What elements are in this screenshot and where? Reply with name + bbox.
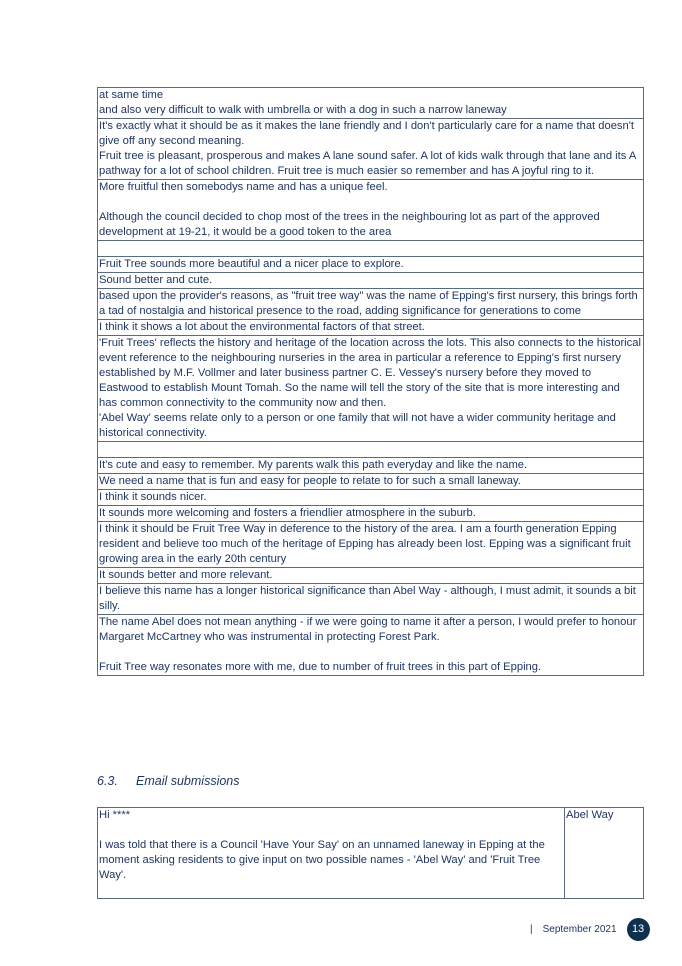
response-text: Fruit Tree sounds more beautiful and a nicer place to explore. bbox=[99, 258, 404, 270]
table-row bbox=[98, 522, 644, 568]
table-row bbox=[98, 615, 644, 676]
response-cell bbox=[98, 241, 644, 257]
response-cell bbox=[98, 442, 644, 458]
response-cell bbox=[98, 568, 644, 584]
response-cell bbox=[98, 615, 644, 676]
response-cell bbox=[98, 506, 644, 522]
response-cell bbox=[98, 257, 644, 273]
response-cell bbox=[98, 474, 644, 490]
response-cell bbox=[98, 336, 644, 442]
response-text: I believe this name has a longer historical significance than Abel Way - although, I must admit, it sounds a bit silly. bbox=[99, 585, 636, 612]
page-number-badge: 13 bbox=[627, 918, 650, 941]
response-text: More fruitful then somebodys name and has a unique feel. bbox=[99, 181, 388, 193]
response-text: I think it shows a lot about the environmental factors of that street. bbox=[99, 321, 425, 333]
response-text: It sounds more welcoming and fosters a friendlier atmosphere in the suburb. bbox=[99, 507, 476, 519]
response-text: It's cute and easy to remember. My parents walk this path everyday and like the name. bbox=[99, 459, 528, 471]
email-submissions-table bbox=[97, 807, 644, 899]
response-cell bbox=[98, 584, 644, 615]
response-cell bbox=[98, 88, 644, 119]
email-line: I was told that there is a Council 'Have Your Say' on an unnamed laneway in Epping at the moment asking residents to give input on two possible names - 'Abel Way' and 'Fruit Tree Way'. bbox=[99, 839, 545, 881]
table-row bbox=[98, 474, 644, 490]
response-text: Although the council decided to chop most of the trees in the neighbouring lot as part of the approved development at 19-21, it would be a good token to the area bbox=[99, 211, 600, 238]
response-text: and also very difficult to walk with umbrella or with a dog in such a narrow laneway bbox=[99, 104, 507, 116]
response-text: I think it should be Fruit Tree Way in deference to the history of the area. I am a fourth generation Epping resident and believe too much of the heritage of Epping has already been lost. Epping was a significant fruit growing area in the early 20th century bbox=[99, 523, 631, 565]
table-row bbox=[98, 257, 644, 273]
blank-line bbox=[99, 645, 641, 660]
email-blank-line bbox=[99, 823, 562, 838]
response-cell bbox=[98, 273, 644, 289]
email-choice-cell: Abel Way bbox=[565, 808, 644, 899]
table-row bbox=[98, 180, 644, 241]
email-line: Hi **** bbox=[99, 809, 131, 821]
section-number: 6.3. bbox=[97, 774, 118, 788]
response-cell bbox=[98, 490, 644, 506]
email-body-cell bbox=[98, 808, 565, 899]
table-row bbox=[98, 808, 644, 899]
response-cell bbox=[98, 119, 644, 180]
response-text: The name Abel does not mean anything - if we were going to name it after a person, I would prefer to honour Margaret McCartney who was instrumental in protecting Forest Park. bbox=[99, 616, 637, 643]
table-row bbox=[98, 568, 644, 584]
response-text: 'Fruit Trees' reflects the history and heritage of the location across the lots. This also connects to the historical event reference to the neighbouring nurseries in the area in particular a reference to Epping's first nursery established by M.F. Vollmer and later business partner C. E. Vessey's nursery before they moved to Eastwood to establish Mount Tomah. So the name will tell the story of the site that is more interesting and has common connectivity to the community now and then. bbox=[99, 337, 641, 409]
response-text: at same time bbox=[99, 89, 164, 101]
table-row bbox=[98, 442, 644, 458]
blank-line bbox=[99, 195, 641, 210]
table-row bbox=[98, 506, 644, 522]
page-footer bbox=[530, 917, 650, 941]
table-row bbox=[98, 241, 644, 257]
table-row bbox=[98, 336, 644, 442]
table-row bbox=[98, 119, 644, 180]
response-text: Fruit tree is pleasant, prosperous and makes A lane sound safer. A lot of kids walk through that lane and its A pathway for a lot of school children. Fruit tree is much easier so remember and has A joyful ring to it. bbox=[99, 150, 636, 177]
table-row bbox=[98, 458, 644, 474]
table-row bbox=[98, 320, 644, 336]
response-text: Sound better and cute. bbox=[99, 274, 213, 286]
response-cell bbox=[98, 320, 644, 336]
response-cell bbox=[98, 522, 644, 568]
response-text: I think it sounds nicer. bbox=[99, 491, 207, 503]
response-text: 'Abel Way' seems relate only to a person or one family that will not have a wider community heritage and historical connectivity. bbox=[99, 412, 616, 439]
response-text: We need a name that is fun and easy for people to relate to for such a small laneway. bbox=[99, 475, 521, 487]
table-row bbox=[98, 289, 644, 320]
footer-date: September 2021 bbox=[542, 923, 617, 935]
table-row bbox=[98, 88, 644, 119]
responses-table-body bbox=[98, 88, 644, 676]
footer-separator: | bbox=[530, 923, 533, 935]
response-cell bbox=[98, 180, 644, 241]
responses-table bbox=[97, 87, 644, 676]
response-text: Fruit Tree way resonates more with me, due to number of fruit trees in this part of Epping. bbox=[99, 661, 542, 673]
response-text: It sounds better and more relevant. bbox=[99, 569, 273, 581]
section-heading bbox=[97, 774, 240, 788]
table-row bbox=[98, 490, 644, 506]
response-cell bbox=[98, 458, 644, 474]
response-cell bbox=[98, 289, 644, 320]
response-text: based upon the provider's reasons, as "fruit tree way" was the name of Epping's first nursery, this brings forth a tad of nostalgia and historical presence to the road, adding significance for generations to come bbox=[99, 290, 638, 317]
section-title: Email submissions bbox=[136, 774, 240, 788]
table-row bbox=[98, 273, 644, 289]
table-row bbox=[98, 584, 644, 615]
response-text: It's exactly what it should be as it makes the lane friendly and I don't particularly care for a name that doesn't give off any second meaning. bbox=[99, 120, 634, 147]
